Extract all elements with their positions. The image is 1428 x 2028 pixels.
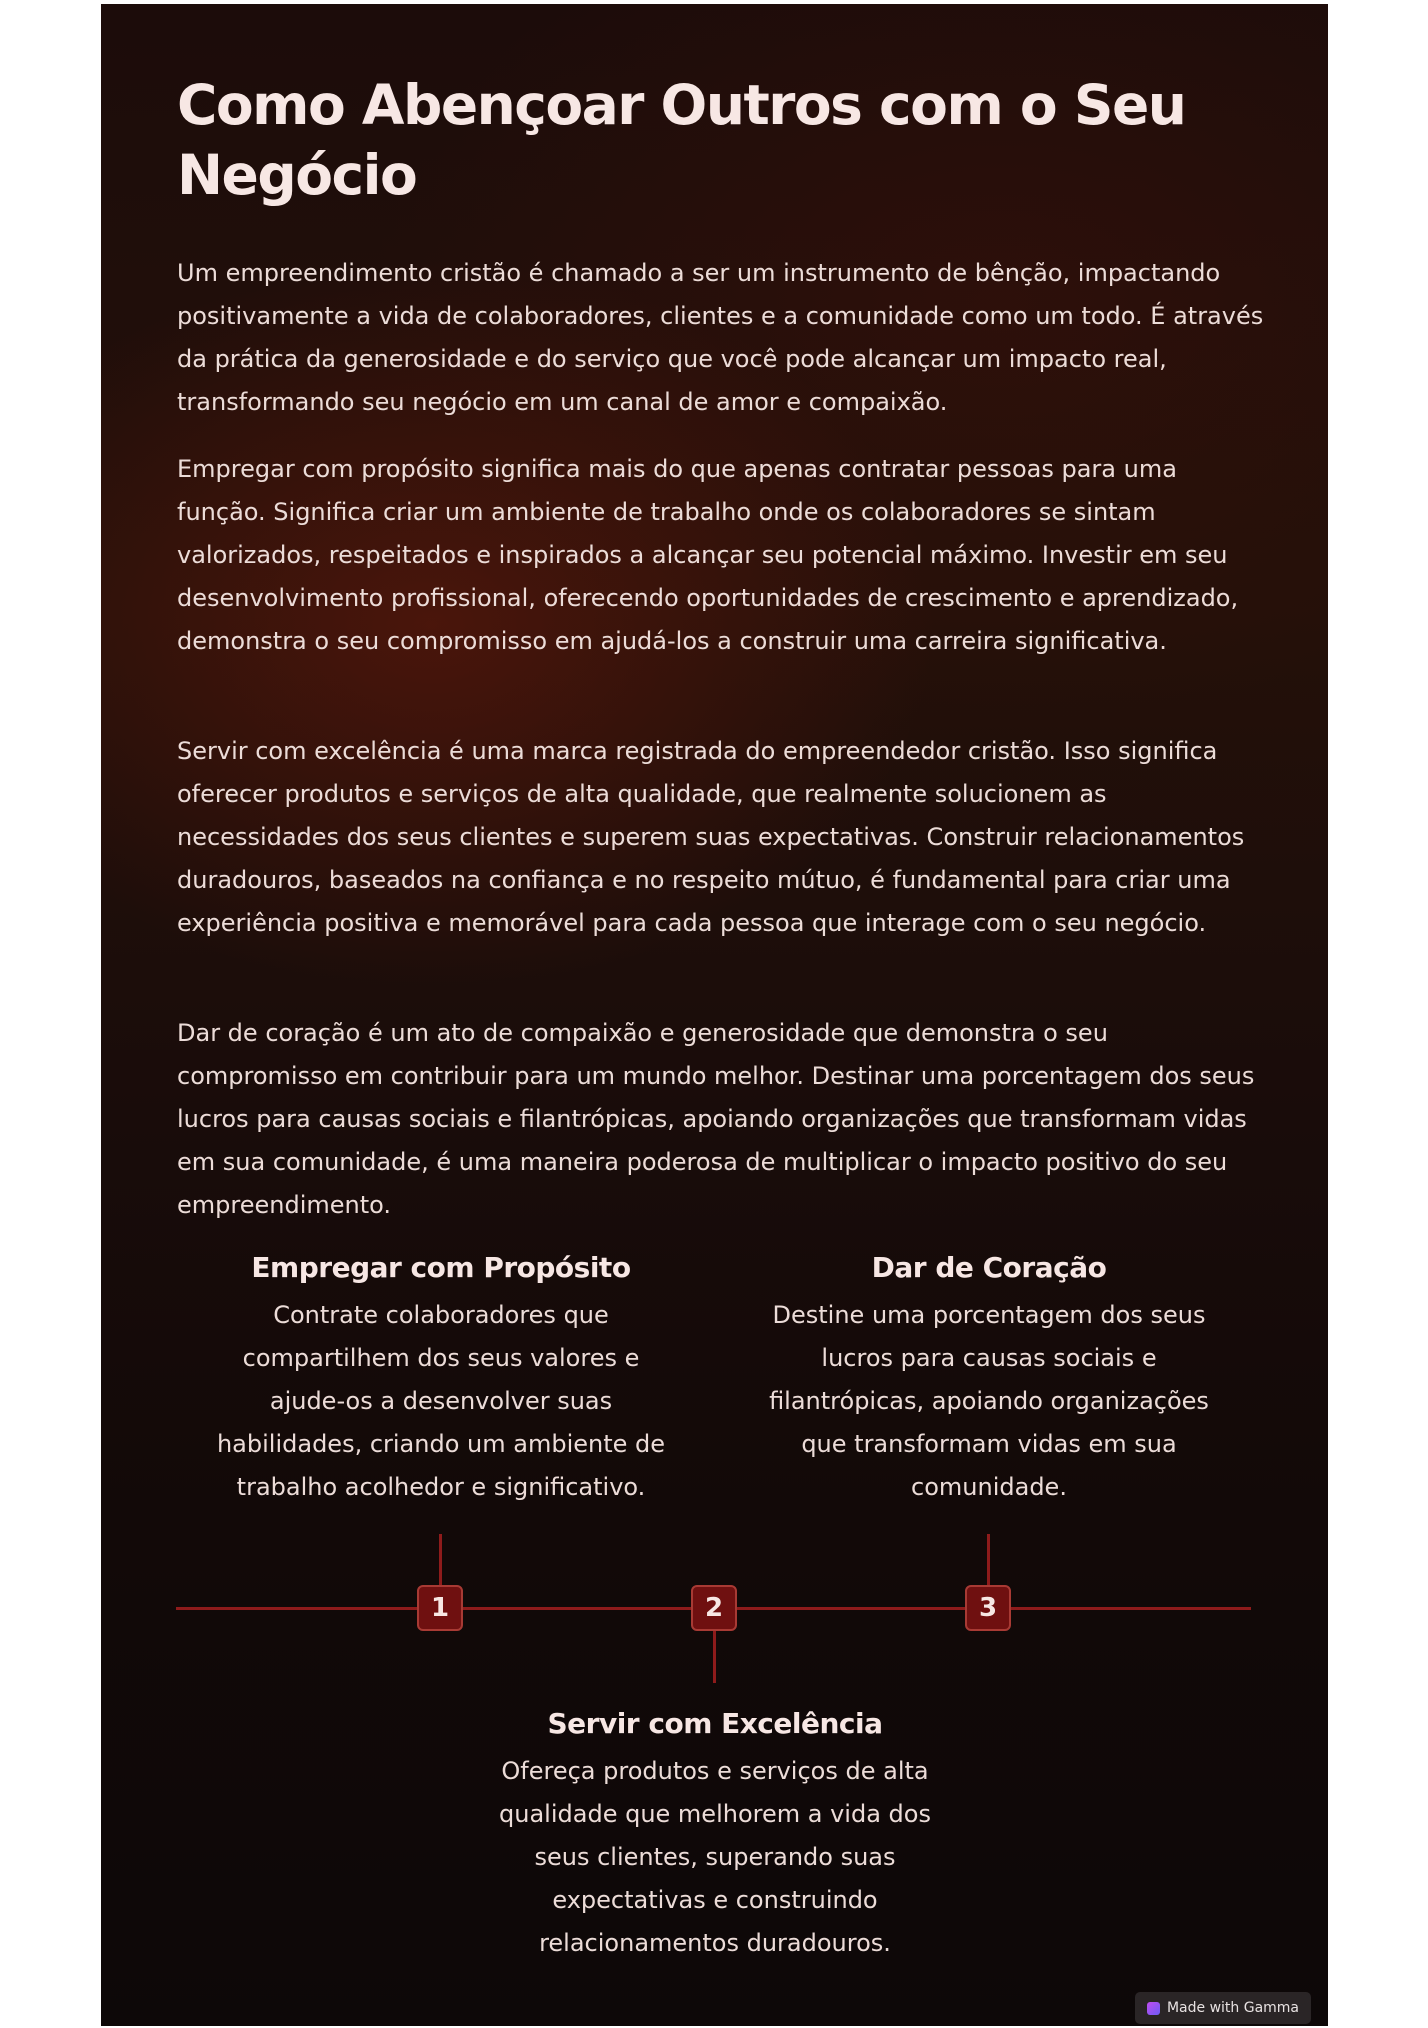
gamma-logo-icon	[1147, 2002, 1160, 2015]
timeline-card-text: Destine uma porcentagem dos seus lucros para causas sociais e filantrópicas, apoiando organizações que transformam vidas em sua comunidade.	[769, 1301, 1209, 1501]
slide	[101, 4, 1328, 2026]
timeline-connector-3	[987, 1534, 990, 1586]
give-paragraph: Dar de coração é um ato de compaixão e generosidade que demonstra o seu compromisso em contribuir para um mundo melhor. Destinar uma porcentagem dos seus lucros para causas sociais e filantrópicas, apoiando organizações que transformam vidas em sua comunidade, é uma maneira poderosa de multiplicar o impacto positivo do seu empreendimento.	[177, 1019, 1255, 1219]
employ-paragraph: Empregar com propósito significa mais do que apenas contratar pessoas para uma função. Significa criar um ambiente de trabalho onde os colaboradores se sintam valorizados, respeitados e inspirados a alcançar seu potencial máximo. Investir em seu desenvolvimento profissional, oferecendo oportunidades de crescimento e aprendizado, demonstra o seu compromisso em ajudá-los a construir uma carreira significativa.	[177, 455, 1239, 655]
badge-label: Made with Gamma	[1166, 2000, 1300, 2016]
made-with-gamma-badge[interactable]	[1135, 1992, 1311, 2024]
timeline-marker-1: 1	[417, 1585, 463, 1631]
timeline-card-1	[201, 1246, 681, 1509]
timeline-card-2	[475, 1702, 955, 1965]
timeline-marker-2: 2	[691, 1585, 737, 1631]
page-title: Como Abençoar Outros com o Seu Negócio	[177, 73, 1186, 207]
intro-paragraph: Um empreendimento cristão é chamado a ser um instrumento de bênção, impactando positivamente a vida de colaboradores, clientes e a comunidade como um todo. É através da prática da generosidade e do serviço que você pode alcançar um impacto real, transformando seu negócio em um canal de amor e compaixão.	[177, 259, 1264, 416]
timeline-connector-1	[439, 1534, 442, 1586]
timeline-card-title: Servir com Excelência	[547, 1707, 883, 1740]
timeline-marker-3: 3	[965, 1585, 1011, 1631]
timeline-card-text: Contrate colaboradores que compartilhem dos seus valores e ajude-os a desenvolver suas habilidades, criando um ambiente de trabalho acolhedor e significativo.	[216, 1301, 666, 1501]
timeline-card-text: Ofereça produtos e serviços de alta qualidade que melhorem a vida dos seus clientes, superando suas expectativas e construindo relacionamentos duradouros.	[499, 1757, 931, 1957]
timeline-card-title: Dar de Coração	[871, 1251, 1107, 1284]
serve-paragraph: Servir com excelência é uma marca registrada do empreendedor cristão. Isso significa oferecer produtos e serviços de alta qualidade, que realmente solucionem as necessidades dos seus clientes e superem suas expectativas. Construir relacionamentos duradouros, baseados na confiança e no respeito mútuo, é fundamental para criar uma experiência positiva e memorável para cada pessoa que interage com o seu negócio.	[177, 737, 1245, 937]
timeline-card-title: Empregar com Propósito	[251, 1251, 631, 1284]
timeline-connector-2	[713, 1631, 716, 1683]
timeline-card-3	[749, 1246, 1229, 1509]
